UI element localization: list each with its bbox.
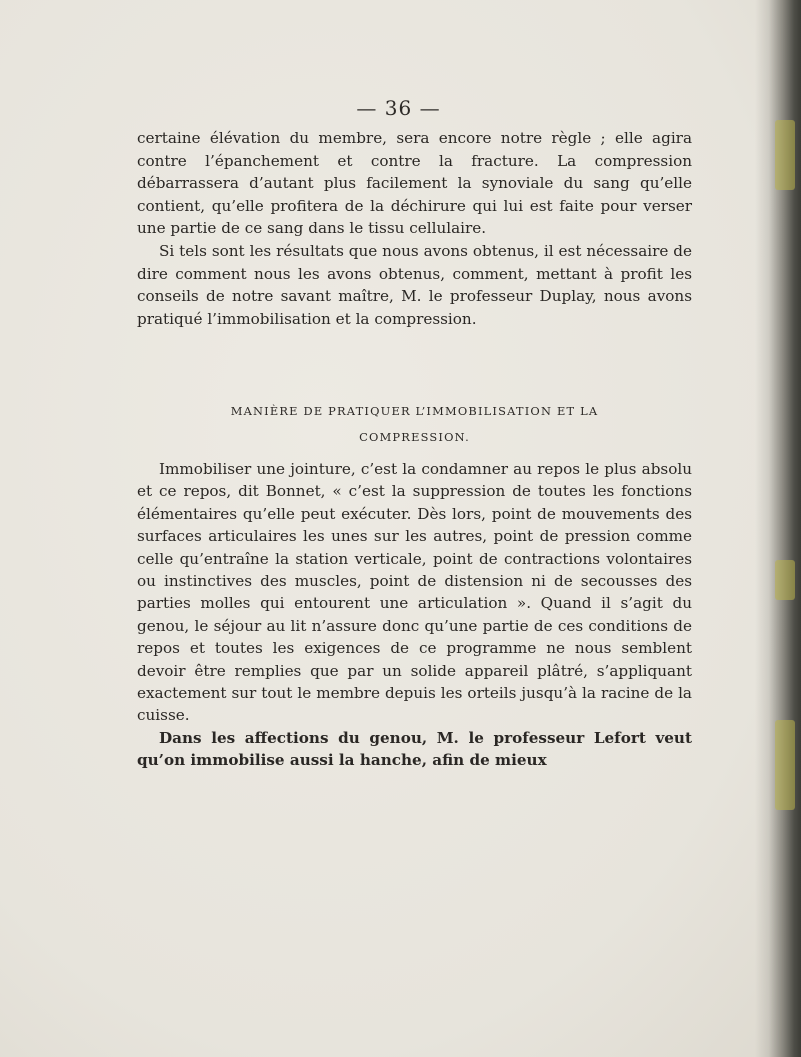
page-edge-stain — [775, 560, 795, 600]
page-edge-stain — [775, 120, 795, 190]
page-number: — 36 — — [356, 96, 441, 120]
paragraph: Dans les affections du genou, M. le professeur Lefort veut qu’on immobilise aussi la hanche, afin de mieux — [137, 728, 692, 770]
section-heading-line: COMPRESSION. — [359, 430, 470, 444]
paragraph: certaine élévation du membre, sera encore notre règle ; elle agira contre l’épanchement et contre la fracture. La compression débarrassera d’autant plus facilement la synoviale du sang qu’elle contient, qu’elle profitera de la déchirure qui lui est faite pour verser une partie de ce sang dans le tissu cellulaire. — [137, 129, 692, 238]
body-text — [137, 127, 692, 330]
page-edge-stain — [775, 720, 795, 810]
section-body-text — [137, 458, 692, 772]
paragraph: Si tels sont les résultats que nous avons obtenus, il est nécessaire de dire comment nous les avons obtenus, comment, mettant à profit les conseils de notre savant maître, M. le professeur Duplay, nous avons pratiqué l’immobilisation et la compression. — [137, 241, 692, 328]
section-heading — [137, 398, 692, 450]
section-heading-line: MANIÈRE DE PRATIQUER L’IMMOBILISATION ET LA — [230, 404, 599, 418]
paragraph: Immobiliser une jointure, c’est la condamner au repos le plus absolu et ce repos, dit Bonnet, « c’est la suppression de toutes les fonctions élémentaires qu’elle peut exécuter. Dès lors, point de mouvements des surfaces articulaires les unes sur les autres, point de pression comme celle qu’entraîne la station verticale, point de contractions volontaires ou instinctives des muscles, point de distension ni de secousses des parties molles qui entourent une articulation ». Quand il s’agit du genou, le séjour au lit n’assure donc qu’une partie de ces conditions de repos et toutes les exigences de ce programme ne nous semblent devoir être remplies que par un solide appareil plâtré, s’appliquant exactement sur tout le membre depuis les orteils jusqu’à la racine de la cuisse. — [137, 460, 692, 725]
